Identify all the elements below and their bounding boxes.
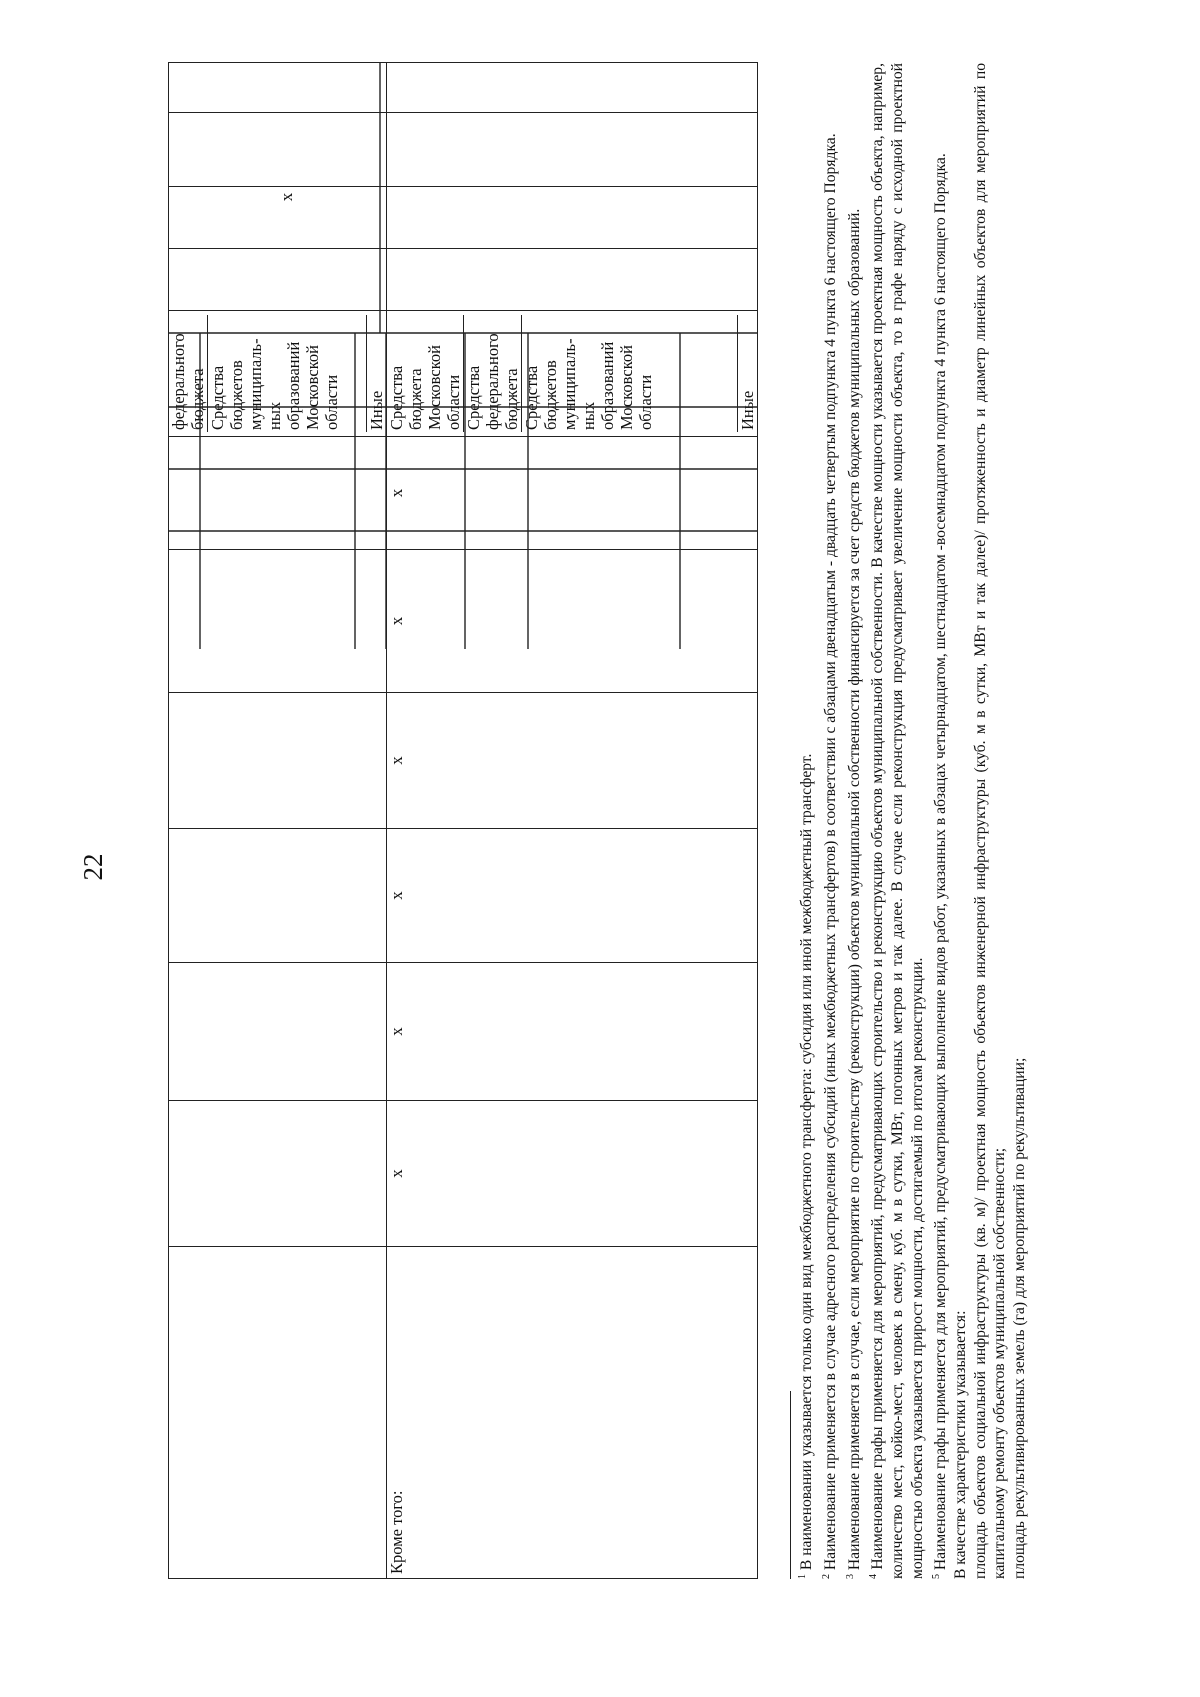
footnote-separator (790, 1391, 791, 1579)
source-cell-top (169, 311, 387, 437)
cell-x-right: x (277, 192, 296, 202)
table-row (387, 63, 758, 1579)
table-cell (387, 187, 758, 249)
table-cell (169, 693, 387, 829)
page-number: 22 (78, 853, 108, 881)
table-cell (169, 1101, 387, 1247)
footnotes (790, 63, 1029, 1579)
footnote-1: $^1$ В наименовании указывается только один вид межбюджетного трансферта: субсидия или иной межбюджетный трансферт. (797, 753, 816, 1579)
footnote-5-intro: В качестве характеристики указывается: (952, 1310, 970, 1579)
footnote-2: $^2$ Наименование применяется в случае адресного распределения субсидий (иных межбюджетных трансфертов) в соответствии с абзацами двенадцатым - двадцать четвертым подпункта 4 пункта 6 настоящего Порядка. (820, 133, 839, 1579)
table-cell (387, 249, 758, 311)
table-cell (387, 113, 758, 187)
table-cell (169, 829, 387, 963)
footnote-3: $^3$ Наименование применяется в случае, если мероприятие по строительству (реконструкции) объектов муниципальной собственности финансируется за счет средств бюджетов муниципальных образований. (844, 208, 863, 1579)
table-cell (169, 249, 387, 311)
footnote-5-item-2: площадь рекультивированных земель (га) для мероприятий по рекультивации; (1010, 1057, 1028, 1579)
table-cell (169, 550, 387, 693)
table-cell (169, 1247, 387, 1579)
table-cell (169, 113, 387, 187)
footnote-5: $^5$ Наименование графы применяется для мероприятий, предусматривающих выполнение видов работ, указанных в абзацах четырнадцатом, шестнадцатом -восемнадцатом подпункта 4 пункта 6 настоящего Порядка. (931, 153, 950, 1579)
source-municipal: Средства бюджетов муниципаль-ных образований Московской области (208, 315, 367, 432)
cell-x-1: x (387, 1101, 758, 1247)
source-other: Иные (367, 390, 386, 430)
source-other: Иные (738, 390, 757, 430)
table-cell (387, 63, 758, 113)
cell-x-3: x (387, 829, 758, 963)
footnote-5-item-1: площадь объектов социальной инфраструктуры (кв. м)/ проектная мощность объектов инженерной инфраструктуры (куб. м в сутки, МВт и так далее)/ протяженность и диаметр линейных объектов для мероприятий по капитальному ремонту объектов муниципальной собственности; (971, 63, 1009, 1579)
source-federal: Средства федерального бюджета (464, 315, 522, 432)
funding-table (168, 62, 758, 1579)
source-federal-fragment: федерального бюджета (169, 315, 208, 432)
row-label-kroma-togo: Кроме того: (387, 1247, 758, 1579)
table-cell (169, 63, 387, 113)
table-cell (169, 187, 387, 249)
table-row (169, 63, 387, 1579)
source-municipal: Средства бюджетов муниципаль-ных образований Московской области (522, 315, 738, 432)
cell-x-4: x (387, 693, 758, 829)
table-cell (169, 437, 387, 550)
table-cell (169, 963, 387, 1101)
cell-x-6: x (387, 437, 758, 550)
cell-x-5: x (387, 550, 758, 693)
source-regional: Средства бюджета Московской области (387, 315, 464, 432)
footnote-4: $^4$ Наименование графы применяется для мероприятий, предусматривающих строительство и реконструкцию объектов муниципальной собственности. В качестве мощности указывается проектная мощность объекта, например, количество мест, койко-мест, человек в смену, куб. м в сутки, МВт, погонных метров и так далее. В случае если реконструкция предусматривает увеличение мощности объекта, то в графе наряду с исходной проектной мощностью объекта указывается прирост мощности, достигаемый по итогам реконструкции. (868, 63, 926, 1579)
cell-x-2: x (387, 963, 758, 1101)
source-cell-bottom (387, 311, 758, 437)
